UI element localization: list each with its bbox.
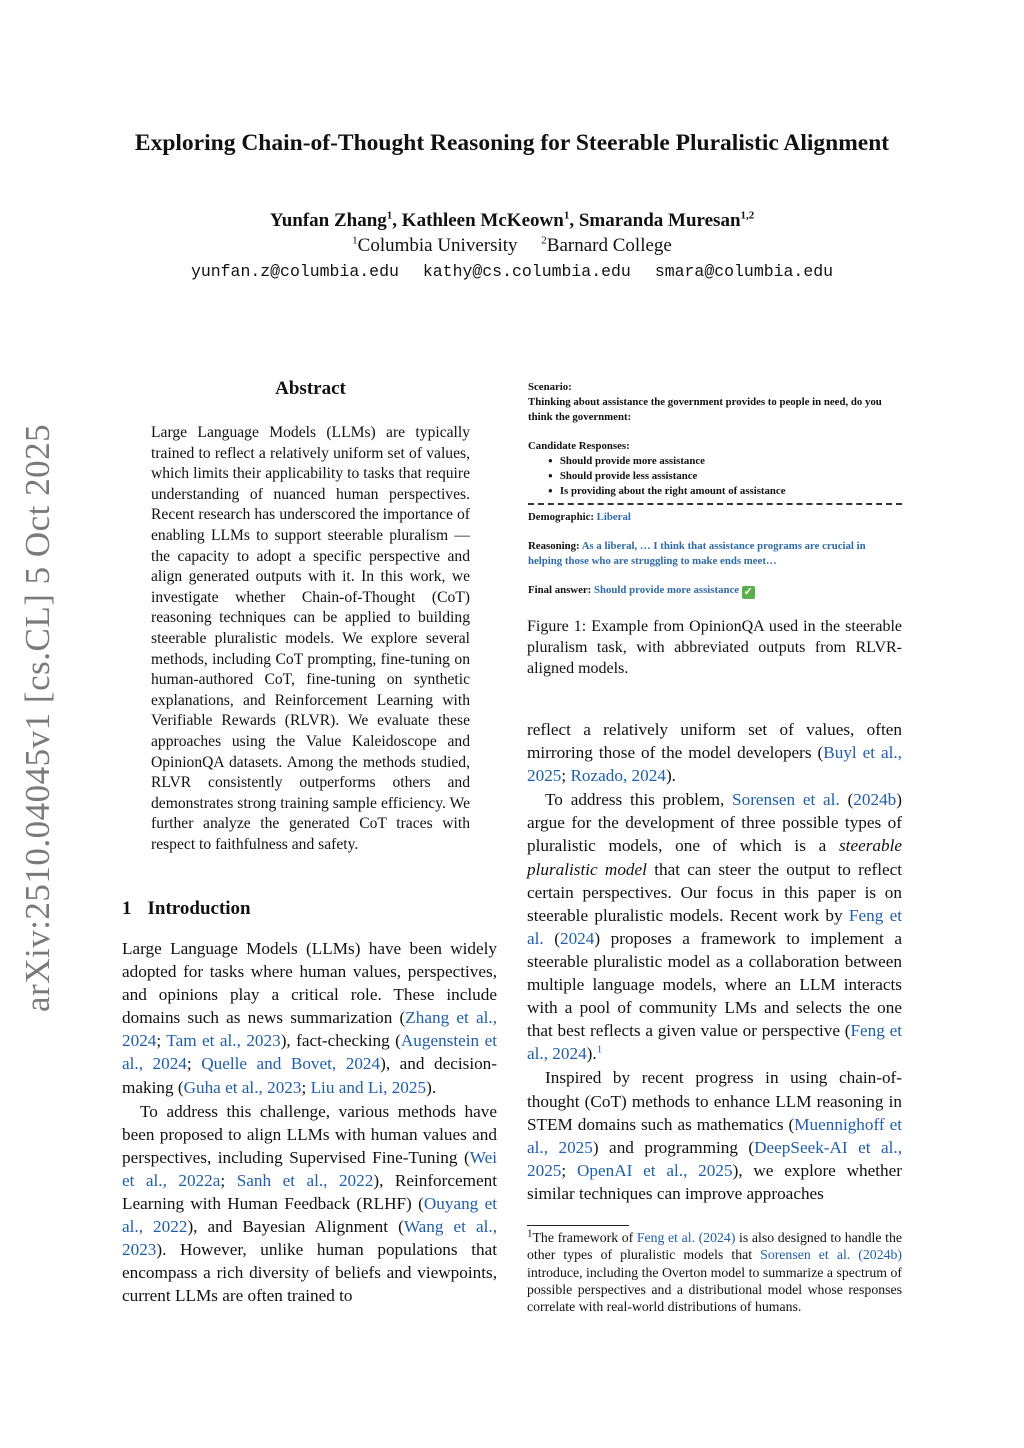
- figure-scenario: Scenario: Thinking about assistance the government provides to people in need, do you think the government:: [528, 381, 882, 423]
- text-run: is also designed to handle the other types of pluralistic models that: [527, 1230, 902, 1263]
- affiliation: $^1$Columbia University: [352, 234, 518, 256]
- email[interactable]: kathy@cs.columbia.edu: [422, 262, 631, 281]
- footnote-1: [527, 1229, 902, 1315]
- intro-body-left: [122, 937, 497, 1308]
- paragraph: [151, 423, 470, 855]
- text-run: ) and programming (: [592, 1137, 755, 1157]
- paragraph: [122, 1100, 497, 1308]
- paragraph: [527, 1066, 902, 1205]
- emails: [0, 262, 1024, 281]
- text-run: (: [839, 790, 854, 810]
- footnote-rule: [527, 1225, 629, 1226]
- citation-link[interactable]: Zhang et al., 2024: [122, 1008, 497, 1051]
- abstract-body: [151, 423, 470, 855]
- affiliation: $^2$Barnard College: [541, 234, 672, 256]
- affiliations: [0, 235, 1024, 257]
- text-run: 1: [527, 1227, 533, 1240]
- candidate-item: ● Should provide less assistance: [548, 469, 902, 484]
- text-run: steerable pluralistic model: [527, 836, 902, 879]
- paper-title: Exploring Chain-of-Thought Reasoning for Steerable Pluralistic Alignment: [134, 130, 890, 156]
- citation-link[interactable]: Feng et al.: [527, 905, 903, 948]
- candidate-item: ● Is providing about the right amount of assistance: [548, 484, 902, 499]
- text-run: ;: [301, 1077, 311, 1097]
- citation-link[interactable]: Quelle and Bovet, 2024: [201, 1054, 381, 1074]
- citation-link[interactable]: Wei et al., 2022a: [122, 1147, 497, 1190]
- text-run: ) argue for the development of three possible types of pluralistic models, one of which is a: [527, 790, 902, 856]
- citation-link[interactable]: Sanh et al., 2022: [236, 1170, 374, 1190]
- author: Smaranda Muresan$^{1,2}$: [578, 209, 755, 231]
- text-run: ).: [665, 766, 676, 786]
- text-run: To address this challenge, various methods have been proposed to align LLMs with human values and perspectives, including Supervised Fine-Tuning (: [122, 1101, 497, 1167]
- text-run: Large Language Models (LLMs) are typically trained to reflect a relatively uniform set of values, which limits their applicability to tasks that require understanding of nuanced human perspectives. Recent research has underscored the importance of enabling LLMs to support steerable pluralism — the capacity to adopt a specific perspective and align generated outputs with it. In this work, we investigate whether Chain-of-Thought (CoT) reasoning techniques can be applied to building steerable pluralistic models. We explore several methods, including CoT prompting, fine-tuning on human-authored CoT, fine-tuning on synthetic explanations, and Reinforcement Learning with Verifiable Rewards (RLVR). We evaluate these approaches using the Value Kaleidoscope and OpinionQA datasets. Among the methods studied, RLVR consistently outperforms others and demonstrates strong training sample efficiency. We further analyze the generated CoT traces with respect to faithfulness and safety.: [151, 424, 470, 853]
- section-heading-introduction: 1 Introduction: [122, 898, 251, 919]
- text-run: ). However, unlike human populations that encompass a rich diversity of beliefs and viewpoints, current LLMs are often trained to: [122, 1240, 497, 1306]
- text-run: Inspired by recent progress in using chain-of-thought (CoT) methods to enhance LLM reasoning in STEM domains such as mathematics (: [527, 1068, 902, 1134]
- citation-link[interactable]: Tam et al., 2023: [166, 1031, 281, 1051]
- citation-link[interactable]: Rozado, 2024: [570, 766, 666, 786]
- text-run: Large Language Models (LLMs) have been widely adopted for tasks where human values, perspectives, and opinions play a critical role. These include domains such as news summarization (: [122, 939, 497, 1028]
- citation-link[interactable]: Feng et al. (2024): [636, 1230, 736, 1245]
- text-run: ;: [220, 1170, 237, 1190]
- text-run: ;: [561, 766, 571, 786]
- paragraph: [527, 718, 902, 787]
- figure-candidates: Candidate Responses: ● Should provide more assistance ● Should provide less assistance ● Is providing about the right amount of assistance: [528, 439, 902, 499]
- citation-link[interactable]: Feng et al., 2024: [527, 1021, 902, 1064]
- author-list: Yunfan Zhang$^1$, Kathleen McKeown$^1$, Smaranda Muresan$^{1,2}$: [269, 209, 755, 231]
- email[interactable]: smara@columbia.edu: [654, 262, 834, 281]
- text-run: ).: [586, 1044, 597, 1064]
- text-run: reflect a relatively uniform set of values, often mirroring those of the model developers (: [527, 720, 902, 763]
- text-run: ) proposes a framework to implement a steerable pluralistic model as a collaboration between multiple language models, where an LLM interacts with a pool of community LMs and selects the one that best reflects a given value or perspective (: [527, 928, 902, 1041]
- citation-link[interactable]: Muennighoff et al., 2025: [527, 1114, 902, 1157]
- citation-link[interactable]: 2024: [559, 928, 595, 948]
- author: Kathleen McKeown$^1$: [401, 209, 570, 231]
- text-run: ), and Bayesian Alignment (: [187, 1217, 404, 1237]
- abstract-heading: Abstract: [275, 378, 346, 399]
- citation-link[interactable]: OpenAI et al., 2025: [576, 1160, 733, 1180]
- citation-link[interactable]: 2024b: [853, 790, 897, 810]
- paragraph: [122, 937, 497, 1099]
- citation-link[interactable]: Ouyang et al., 2022: [122, 1194, 497, 1237]
- text-run: ;: [561, 1160, 577, 1180]
- text-run: introduce, including the Overton model to summarize a spectrum of possible perspectives and a distributional model whose responses correlate with real-world distributions of humans.: [527, 1264, 902, 1315]
- text-run: ).: [426, 1077, 437, 1097]
- figure-1: [528, 380, 902, 599]
- text-run: To address this problem,: [545, 790, 733, 810]
- arxiv-stamp: arXiv:2510.04045v1 [cs.CL] 5 Oct 2025: [18, 423, 57, 1012]
- text-run: ;: [186, 1054, 202, 1074]
- intro-body-right: [527, 718, 902, 1205]
- citation-link[interactable]: Wang et al., 2023: [122, 1217, 497, 1260]
- citation-link[interactable]: Buyl et al., 2025: [527, 743, 902, 786]
- citation-link[interactable]: Guha et al., 2023: [183, 1077, 302, 1097]
- citation-link[interactable]: DeepSeek-AI et al., 2025: [527, 1137, 903, 1180]
- check-mark-icon: ✓: [743, 586, 753, 598]
- figure-final-answer: Final answer: Should provide more assistance ✓: [528, 584, 753, 598]
- author: Yunfan Zhang$^1$: [269, 209, 393, 231]
- citation-link[interactable]: 1: [596, 1043, 603, 1056]
- candidate-item: ● Should provide more assistance: [548, 454, 902, 469]
- text-run: that can steer the output to reflect certain perspectives. Our focus in this paper is on steerable pluralistic models. Recent work by: [527, 859, 903, 925]
- text-run: ), fact-checking (: [280, 1031, 401, 1051]
- text-run: The framework of: [532, 1230, 637, 1245]
- figure-reasoning: Reasoning: As a liberal, … I think that assistance programs are crucial in helping those who are struggling to make ends meet…: [528, 540, 866, 567]
- figure-caption: Figure 1: Example from OpinionQA used in the steerable pluralism task, with abbreviated outputs from RLVR-aligned models.: [527, 618, 902, 677]
- citation-link[interactable]: Sorensen et al. (2024b): [760, 1247, 902, 1263]
- text-run: ), Reinforcement Learning with Human Feedback (RLHF) (: [122, 1170, 497, 1214]
- email[interactable]: yunfan.z@columbia.edu: [190, 262, 399, 281]
- citation-link[interactable]: Liu and Li, 2025: [310, 1077, 427, 1097]
- dashed-divider: [528, 503, 902, 505]
- text-run: ;: [156, 1031, 167, 1051]
- paragraph: [527, 788, 902, 1065]
- citation-link[interactable]: Sorensen et al.: [732, 790, 840, 810]
- text-run: ), and decision-making (: [122, 1054, 498, 1097]
- text-run: (: [543, 928, 560, 948]
- citation-link[interactable]: Augenstein et al., 2024: [122, 1031, 497, 1074]
- figure-demographic: Demographic: Liberal: [528, 511, 631, 523]
- text-run: ), we explore whether similar techniques can improve approaches: [527, 1160, 902, 1203]
